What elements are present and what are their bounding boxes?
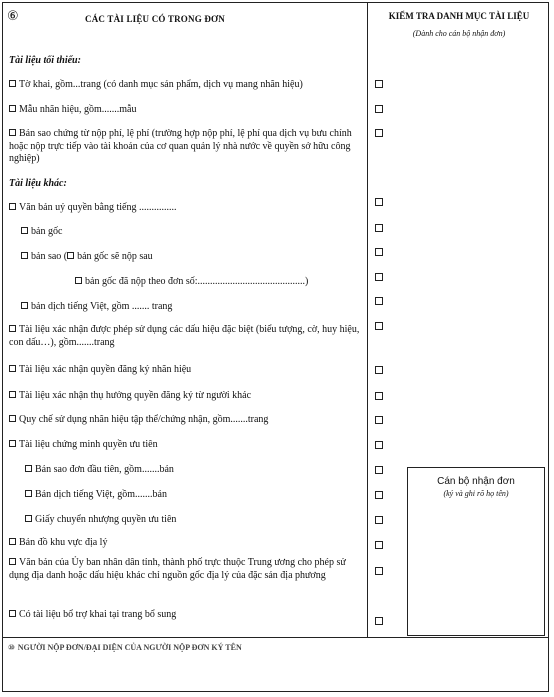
list-item: Giấy chuyển nhượng quyền ưu tiên bbox=[25, 514, 360, 527]
checkbox[interactable] bbox=[9, 538, 16, 545]
check-box[interactable] bbox=[375, 366, 383, 374]
checkbox[interactable] bbox=[21, 227, 28, 234]
check-box[interactable] bbox=[375, 224, 383, 232]
checkbox[interactable] bbox=[9, 610, 16, 617]
check-box[interactable] bbox=[375, 617, 383, 625]
list-item: Bản đồ khu vực địa lý bbox=[9, 537, 364, 550]
checkbox[interactable] bbox=[9, 105, 16, 112]
check-box[interactable] bbox=[375, 441, 383, 449]
section-title: CÁC TÀI LIỆU CÓ TRONG ĐƠN bbox=[85, 14, 225, 24]
checkbox[interactable] bbox=[21, 302, 28, 309]
list-item: Văn bản của Ủy ban nhân dân tỉnh, thành phố trực thuộc Trung ương cho phép sử dụng địa danh hoặc dấu hiệu khác chỉ nguồn gốc địa lý của đặc sản địa phương bbox=[9, 557, 346, 581]
check-box[interactable] bbox=[375, 516, 383, 524]
checkbox[interactable] bbox=[25, 490, 32, 497]
check-box[interactable] bbox=[375, 567, 383, 575]
checkbox[interactable] bbox=[9, 129, 16, 136]
checkbox[interactable] bbox=[75, 277, 82, 284]
checkbox[interactable] bbox=[9, 203, 16, 210]
check-column-title: KIỂM TRA DANH MỤC TÀI LIỆU bbox=[388, 11, 530, 21]
checkbox[interactable] bbox=[9, 415, 16, 422]
list-item: bản gốc đã nộp theo đơn số:...........................................) bbox=[75, 276, 365, 289]
check-box[interactable] bbox=[375, 80, 383, 88]
list-item: Mẫu nhãn hiệu, gồm.......mẫu bbox=[9, 104, 364, 117]
list-item: Tài liệu xác nhận được phép sử dụng các dấu hiệu đặc biệt (biểu tượng, cờ, huy hiệu, con dấu…), gồm.......trang bbox=[9, 324, 360, 348]
checkbox[interactable] bbox=[9, 325, 16, 332]
check-box[interactable] bbox=[375, 466, 383, 474]
column-divider bbox=[367, 2, 368, 638]
officer-title: Cán bộ nhận đơn bbox=[437, 476, 515, 487]
checkbox[interactable] bbox=[25, 465, 32, 472]
list-item: Bản sao đơn đầu tiên, gồm.......bản bbox=[25, 464, 360, 477]
check-box[interactable] bbox=[375, 392, 383, 400]
check-box[interactable] bbox=[375, 248, 383, 256]
applicant-signature-label bbox=[8, 643, 242, 652]
list-item: Bản sao chứng từ nộp phí, lệ phí (trường hợp nộp phí, lệ phí qua dịch vụ bưu chính hoặc nộp trực tiếp vào tài khoản của cơ quan quản lý nhà nước về quyền sở hữu công nghiệp) bbox=[9, 128, 352, 164]
officer-subtitle: (ký và ghi rõ họ tên) bbox=[443, 489, 509, 498]
list-item: bản dịch tiếng Việt, gồm ....... trang bbox=[21, 301, 361, 314]
checkbox[interactable] bbox=[25, 515, 32, 522]
footer-section-number: ⑩ bbox=[8, 643, 15, 652]
check-box[interactable] bbox=[375, 297, 383, 305]
checkbox[interactable] bbox=[21, 252, 28, 259]
checkbox[interactable] bbox=[9, 391, 16, 398]
check-column-subtitle: (Dành cho cán bộ nhận đơn) bbox=[412, 29, 506, 38]
check-box[interactable] bbox=[375, 129, 383, 137]
checkbox[interactable] bbox=[9, 80, 16, 87]
checkbox[interactable] bbox=[9, 365, 16, 372]
checkbox[interactable] bbox=[67, 252, 74, 259]
section-other-label: Tài liệu khác: bbox=[9, 178, 67, 189]
footer-text: NGƯỜI NỘP ĐƠN/ĐẠI DIỆN CỦA NGƯỜI NỘP ĐƠN KÝ TÊN bbox=[17, 643, 242, 652]
checkbox[interactable] bbox=[9, 440, 16, 447]
check-box[interactable] bbox=[375, 491, 383, 499]
check-box[interactable] bbox=[375, 541, 383, 549]
footer-divider bbox=[2, 637, 549, 638]
check-box[interactable] bbox=[375, 105, 383, 113]
check-box[interactable] bbox=[375, 273, 383, 281]
list-item: bản sao ( bản gốc sẽ nộp sau bbox=[21, 251, 361, 264]
list-item: Bản dịch tiếng Việt, gồm.......bản bbox=[25, 489, 360, 502]
check-box[interactable] bbox=[375, 416, 383, 424]
section-header bbox=[7, 9, 367, 31]
list-item: Văn bản uỷ quyền bằng tiếng ............... bbox=[9, 202, 364, 215]
section-number: ⑥ bbox=[7, 9, 19, 24]
section-minimum-label: Tài liệu tối thiểu: bbox=[9, 55, 81, 66]
officer-signature-box bbox=[407, 467, 545, 636]
list-item: bản gốc bbox=[21, 226, 361, 239]
check-box[interactable] bbox=[375, 322, 383, 330]
check-box[interactable] bbox=[375, 198, 383, 206]
list-item: Tờ khai, gồm...trang (có danh mục sản phẩm, dịch vụ mang nhãn hiệu) bbox=[9, 79, 364, 92]
list-item: Tài liệu chứng minh quyền ưu tiên bbox=[9, 439, 364, 452]
list-item: Tài liệu xác nhận thụ hưởng quyền đăng ký từ người khác bbox=[9, 390, 364, 403]
list-item: Tài liệu xác nhận quyền đăng ký nhãn hiệu bbox=[9, 364, 364, 377]
list-item: Quy chế sử dụng nhãn hiệu tập thể/chứng nhận, gồm.......trang bbox=[9, 414, 364, 427]
checkbox[interactable] bbox=[9, 558, 16, 565]
list-item: Có tài liệu bổ trợ khai tại trang bổ sung bbox=[9, 609, 364, 622]
